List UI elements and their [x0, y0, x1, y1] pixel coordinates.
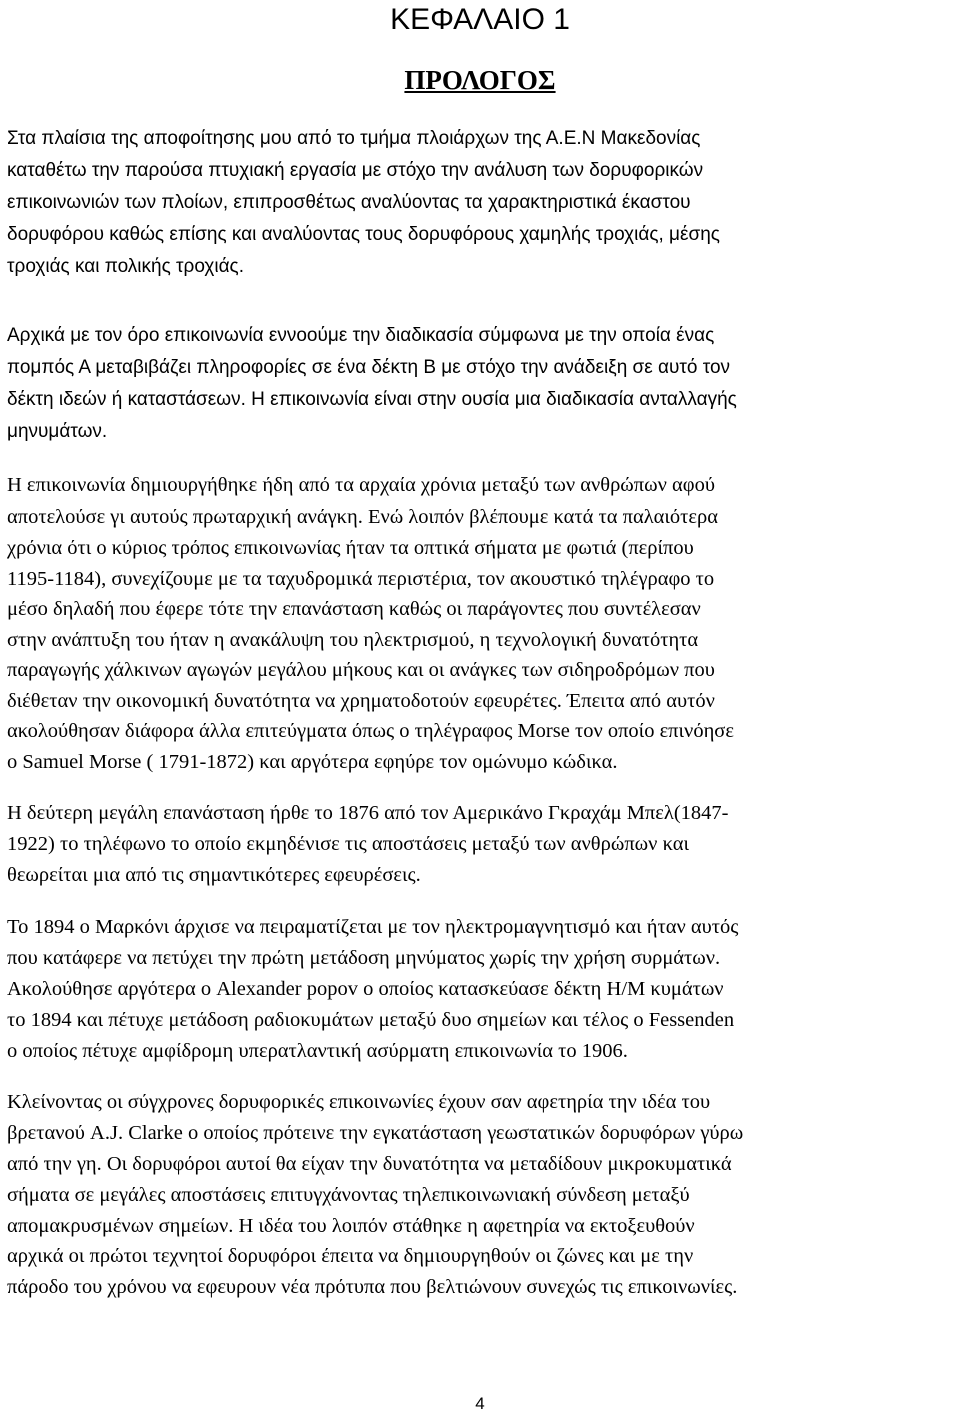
- text-line: αρχικά οι πρώτοι τεχνητοί δορυφόροι έπειτα να δημιουργηθούν οι ζώνες και με την: [7, 1245, 694, 1267]
- text-line: 1922) το τηλέφωνο το οποίο εκμηδένισε τις αποστάσεις μεταξύ των ανθρώπων και: [7, 833, 689, 855]
- text-line: επικοινωνιών των πλοίων, επιπροσθέτως αναλύοντας τα χαρακτηριστικά έκαστου: [7, 192, 691, 213]
- text-line: Η δεύτερη μεγάλη επανάσταση ήρθε το 1876 από τον Αμερικάνο Γκραχάμ Μπελ(1847-: [7, 802, 729, 824]
- text-line: τροχιάς και πολικής τροχιάς.: [7, 256, 244, 277]
- text-line: αποτελούσε γι αυτούς πρωταρχική ανάγκη. Ενώ λοιπόν βλέπουμε κατά τα παλαιότερα: [7, 506, 718, 528]
- text-line: που κατάφερε να πετύχει την πρώτη μετάδοση μηνύματος χωρίς την χρήση συρμάτων.: [7, 947, 721, 969]
- prologue-heading: ΠΡΟΛΟΓΟΣ: [404, 65, 556, 95]
- text-line: Κλείνοντας οι σύγχρονες δορυφορικές επικοινωνίες έχουν σαν αφετηρία την ιδέα του: [7, 1091, 711, 1113]
- text-line: δέκτη ιδεών ή καταστάσεων. Η επικοινωνία είναι στην ουσία μια διαδικασία ανταλλαγής: [7, 389, 737, 410]
- text-line: Ακολούθησε αργότερα ο Alexander popov ο οποίος κατασκεύασε δέκτη Η/Μ κυμάτων: [7, 978, 724, 1000]
- text-line: το 1894 και πέτυχε μετάδοση ραδιοκυμάτων μεταξύ δυο σημείων και τέλος ο Fessenden: [7, 1009, 735, 1031]
- text-line: μέσο δηλαδή που έφερε τότε την επανάσταση καθώς οι παράγοντες που συντέλεσαν: [7, 598, 701, 620]
- text-line: καταθέτω την παρούσα πτυχιακή εργασία με στόχο την ανάλυση των δορυφορικών: [7, 160, 704, 181]
- text-line: πομπός Α μεταβιβάζει πληροφορίες σε ένα δέκτη Β με στόχο την ανάδειξη σε αυτό τον: [7, 357, 731, 378]
- text-line: χρόνια ότι ο κύριος τρόπος επικοινωνίας ήταν τα οπτικά σήματα με φωτιά (περίπου: [7, 537, 694, 559]
- text-line: διέθεταν την οικονομική δυνατότητα να χρηματοδοτούν εφευρέτες. Έπειτα από αυτόν: [7, 690, 715, 712]
- text-line: στην ανάπτυξη του ήταν η ανακάλυψη του ηλεκτρισμού, η τεχνολογική δυνατότητα: [7, 629, 699, 651]
- text-line: μηνυμάτων.: [7, 421, 108, 442]
- text-line: δορυφόρου καθώς επίσης και αναλύοντας τους δορυφόρους χαμηλής τροχιάς, μέσης: [7, 224, 720, 245]
- text-line: πάροδο του χρόνου να εφευρουν νέα πρότυπα που βελτιώνουν συνεχώς τις επικοινωνίες.: [7, 1276, 738, 1298]
- text-line: σήματα σε μεγάλες αποστάσεις επιτυγχάνοντας τηλεπικοινωνιακή σύνδεση μεταξύ: [7, 1184, 690, 1206]
- text-line: Το 1894 ο Μαρκόνι άρχισε να πειραματίζεται με τον ηλεκτρομαγνητισμό και ήταν αυτός: [7, 916, 739, 938]
- text-line: ακολούθησαν διάφορα άλλα επιτεύγματα όπως ο τηλέγραφος Morse τον οποίο επινόησε: [7, 720, 734, 742]
- text-line: απομακρυσμένων σημείων. Η ιδέα του λοιπόν στάθηκε η αφετηρία να εκτοξευθούν: [7, 1215, 695, 1237]
- text-line: από την γη. Οι δορυφόροι αυτοί θα είχαν την δυνατότητα να μεταδίδουν μικροκυματικά: [7, 1153, 732, 1175]
- text-line: Αρχικά με τον όρο επικοινωνία εννοούμε την διαδικασία σύμφωνα με την οποία ένας: [7, 325, 715, 346]
- text-line: 1195-1184), συνεχίζουμε με τα ταχυδρομικά περιστέρια, τον ακουστικό τηλέγραφο το: [7, 568, 715, 590]
- chapter-title: ΚΕΦΑΛΑΙΟ 1: [390, 3, 570, 36]
- text-line: Η επικοινωνία δημιουργήθηκε ήδη από τα αρχαία χρόνια μεταξύ των ανθρώπων αφού: [7, 474, 716, 496]
- text-line: ο οποίος πέτυχε αμφίδρομη υπερατλαντική ασύρματη επικοινωνία το 1906.: [7, 1040, 628, 1062]
- text-line: θεωρείται μια από τις σημαντικότερες εφευρέσεις.: [7, 864, 421, 886]
- text-line: παραγωγής χάλκινων αγωγών μεγάλου μήκους και οι ανάγκες των σιδηροδρόμων που: [7, 659, 715, 681]
- text-line: Στα πλαίσια της αποφοίτησης μου από το τμήμα πλοιάρχων της Α.Ε.Ν Μακεδονίας: [7, 128, 701, 149]
- text-line: ο Samuel Morse ( 1791-1872) και αργότερα εφηύρε τον ομώνυμο κώδικα.: [7, 751, 618, 773]
- text-line: βρετανού A.J. Clarke ο οποίος πρότεινε την εγκατάσταση γεωστατικών δορυφόρων γύρω: [7, 1122, 744, 1144]
- page-number: 4: [475, 1394, 485, 1413]
